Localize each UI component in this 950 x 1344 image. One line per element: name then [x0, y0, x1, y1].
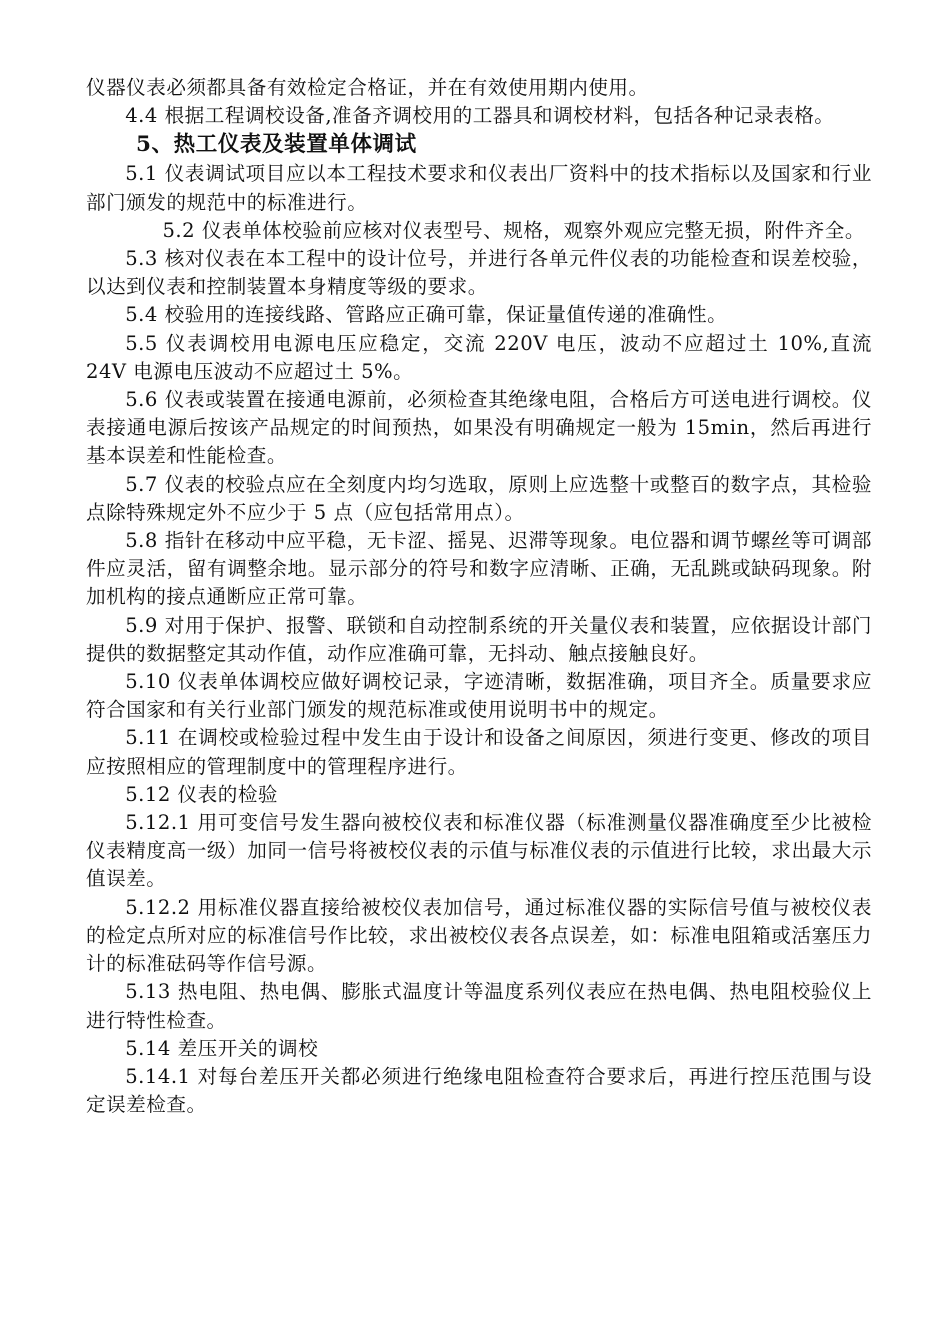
paragraph-continuation: 仪器仪表必须都具备有效检定合格证，并在有效使用期内使用。 — [86, 76, 649, 99]
paragraph-5-10: 5.10 仪表单体调校应做好调校记录，字迹清晰，数据准确，项目齐全。质量要求应符合国家和有关行业部门颁发的规范标准或使用说明书中的规定。 — [86, 670, 872, 722]
paragraph-5-13: 5.13 热电阻、热电偶、膨胀式温度计等温度系列仪表应在热电偶、热电阻校验仪上进行特性检查。 — [86, 980, 872, 1032]
paragraph-4-4: 4.4 根据工程调校设备,准备齐调校用的工器具和调校材料，包括各种记录表格。 — [125, 104, 835, 128]
document-page — [86, 74, 872, 1119]
paragraph-5-4: 5.4 校验用的连接线路、管路应正确可靠，保证量值传递的准确性。 — [125, 303, 728, 327]
paragraph-5-9: 5.9 对用于保护、报警、联锁和自动控制系统的开关量仪表和装置，应依据设计部门提供的数据整定其动作值，动作应准确可靠，无抖动、触点接触良好。 — [86, 613, 872, 665]
paragraph-5-6: 5.6 仪表或装置在接通电源前，必须检查其绝缘电阻，合格后方可送电进行调校。仪表接通电源后按该产品规定的时间预热，如果没有明确规定一般为 15min，然后再进行基本误差和性能检查。 — [86, 388, 872, 468]
section-heading-5: 5、热工仪表及装置单体调试 — [136, 132, 417, 158]
paragraph-5-2: 5.2 仪表单体校验前应核对仪表型号、规格，观察外观应完整无损，附件齐全。 — [162, 218, 865, 242]
paragraph-5-14-1: 5.14.1 对每台差压开关都必须进行绝缘电阻检查符合要求后，再进行控压范围与设定误差检查。 — [86, 1064, 872, 1117]
paragraph-5-12: 5.12 仪表的检验 — [125, 782, 279, 806]
paragraph-5-14: 5.14 差压开关的调校 — [125, 1036, 319, 1060]
paragraph-5-5: 5.5 仪表调校用电源电压应稳定，交流 220V 电压，波动不应超过土 10%,直流 24V 电源电压波动不应超过土 5%。 — [86, 331, 872, 383]
paragraph-5-8: 5.8 指针在移动中应平稳，无卡涩、摇晃、迟滞等现象。电位器和调节螺丝等可调部件应灵活，留有调整余地。显示部分的符号和数字应清晰、正确，无乱跳或缺码现象。附加机构的接点通断应正常可靠。 — [86, 529, 872, 609]
paragraph-5-3: 5.3 核对仪表在本工程中的设计位号，并进行各单元件仪表的功能检查和误差校验，以达到仪表和控制装置本身精度等级的要求。 — [86, 247, 872, 299]
paragraph-5-12-1: 5.12.1 用可变信号发生器向被校仪表和标准仪器（标准测量仪器准确度至少比被检仪表精度高一级）加同一信号将被校仪表的示值与标准仪表的示值进行比较，求出最大示值误差。 — [86, 811, 872, 891]
paragraph-5-7: 5.7 仪表的校验点应在全刻度内均匀选取，原则上应选整十或整百的数字点，其检验点除特殊规定外不应少于 5 点（应包括常用点）。 — [86, 472, 872, 524]
paragraph-5-12-2: 5.12.2 用标准仪器直接给被校仪表加信号，通过标准仪器的实际信号值与被校仪表的检定点所对应的标准信号作比较，求出被校仪表各点误差，如：标准电阻箱或活塞压力计的标准砝码等作信号源。 — [86, 895, 872, 976]
paragraph-5-1: 5.1 仪表调试项目应以本工程技术要求和仪表出厂资料中的技术指标以及国家和行业部门颁发的规范中的标准进行。 — [86, 162, 872, 214]
paragraph-5-11: 5.11 在调校或检验过程中发生由于设计和设备之间原因，须进行变更、修改的项目应按照相应的管理制度中的管理程序进行。 — [86, 726, 872, 778]
